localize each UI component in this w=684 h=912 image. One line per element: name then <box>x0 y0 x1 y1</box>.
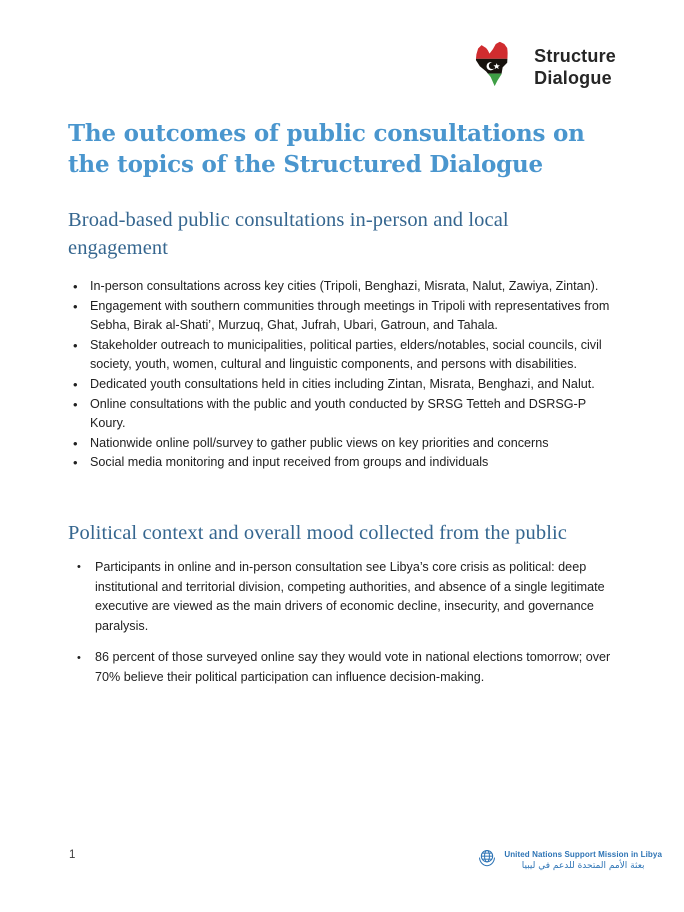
bullet-item: • Online consultations with the public and youth conducted by SRSG Tetteh and DSRSG-P Koury. <box>68 395 616 434</box>
heading-line: Political context and overall mood collected from the public <box>68 521 567 544</box>
bullet-list-consultations <box>68 277 616 473</box>
bullet-list-political-context <box>68 558 616 688</box>
un-emblem-icon <box>476 847 498 874</box>
bullet-item: • Dedicated youth consultations held in cities including Zintan, Misrata, Benghazi, and Nalut. <box>68 375 616 395</box>
un-mission-name-ar: بعثة الأمم المتحدة للدعم في ليبيا <box>521 861 645 871</box>
header <box>0 0 684 96</box>
structure-dialogue-logo <box>469 38 616 96</box>
bullet-item: • Engagement with southern communities through meetings in Tripoli with representatives from Sebha, Birak al-Shati’, Murzuq, Ghat, Jufrah, Ubari, Gatroun, and Tahala. <box>68 297 616 336</box>
document-body <box>0 118 684 688</box>
bullet-item: • Social media monitoring and input received from groups and individuals <box>68 453 616 473</box>
bullet-item: • In-person consultations across key cities (Tripoli, Benghazi, Misrata, Nalut, Zawiya, Zintan). <box>68 277 616 297</box>
section-consultations <box>68 206 616 473</box>
libya-map-flag-icon <box>469 38 526 96</box>
page-title-line2: the topics of the Structured Dialogue <box>68 151 543 178</box>
page-title-line1: The outcomes of public consultations on <box>68 120 585 147</box>
un-mission-name-en: United Nations Support Mission in Libya <box>504 850 662 859</box>
un-mission-text <box>504 849 662 872</box>
unsmil-footer-logo <box>476 847 662 874</box>
page-title <box>68 118 616 180</box>
brand-name-line2: Dialogue <box>534 68 612 88</box>
heading-line: engagement <box>68 237 169 259</box>
bullet-item: • Nationwide online poll/survey to gather public views on key priorities and concerns <box>68 434 616 454</box>
page-number: 1 <box>69 849 76 861</box>
heading-line: Broad-based public consultations in-person and local <box>68 209 509 231</box>
brand-name-line1: Structure <box>534 46 616 66</box>
bullet-item: • Participants in online and in-person consultation see Libya’s core crisis as political: deep institutional and territorial division, competing authorities, and absence of a single legitimate executive are viewed as the main drivers of economic decline, insecurity, and governance paralysis. <box>68 558 616 636</box>
brand-name <box>534 45 616 89</box>
bullet-item: • Stakeholder outreach to municipalities, political parties, elders/notables, social councils, civil society, youth, women, cultural and linguistic components, and persons with disabilities. <box>68 336 616 375</box>
section-heading-consultations <box>68 206 616 262</box>
section-political-context <box>68 519 616 688</box>
bullet-item: • 86 percent of those surveyed online say they would vote in national elections tomorrow; over 70% believe their political participation can influence decision-making. <box>68 648 616 687</box>
section-heading-political-context <box>68 519 616 547</box>
